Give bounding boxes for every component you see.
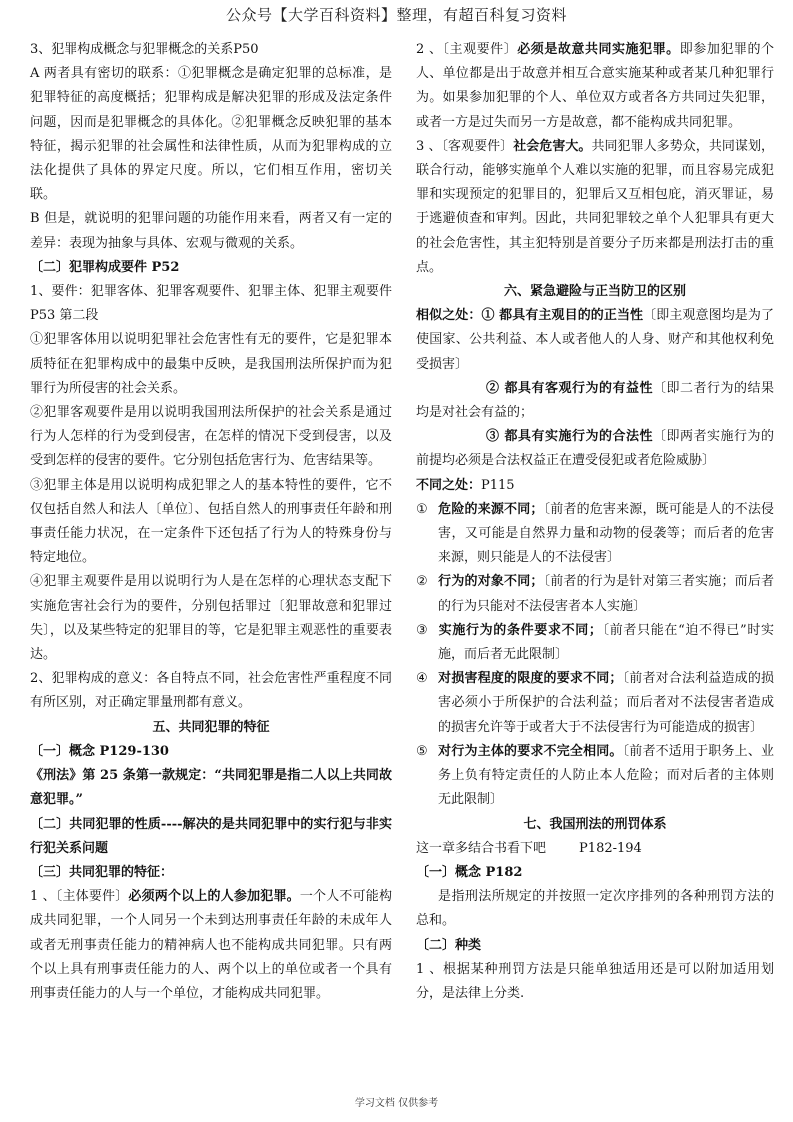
paragraph: 1、要件：犯罪客体、犯罪客观要件、犯罪主体、犯罪主观要件 P53 第二段 (30, 284, 392, 324)
section-heading: 〔二〕种类 (416, 937, 482, 953)
similarity-item (416, 425, 774, 473)
page-ref: P115 (481, 477, 515, 493)
difference-item (416, 570, 774, 618)
difference-item (416, 740, 774, 813)
item-bold: 对损害程度的限度的要求不同； (438, 671, 623, 687)
item-text: 〔前者的危害来源，既可能是人的不法侵害，又可能是自然界力量和动物的侵袭等；而后者的危害来源，则只能是人的不法侵害〕 (438, 501, 774, 566)
item-bold: 行为的对象不同； (438, 574, 544, 590)
item-bold: 对行为主体的要求不完全相同。 (438, 743, 623, 759)
paragraph: ④犯罪主观要件是用以说明行为人是在怎样的心理状态支配下实施危害社会行为的要件，分别包括罪过〔犯罪故意和犯罪过失〕，以及某些特定的犯罪目的等，它是犯罪主观恶性的重要表达。 (30, 574, 392, 663)
item-label: 相似之处： (416, 308, 482, 324)
item-number: 3 、〔客观要件〕 (416, 138, 514, 154)
paragraph: ②犯罪客观要件是用以说明我国刑法所保护的社会关系是通过行为人怎样的行为受到侵害，在怎样的情况下受到侵害，以及受到怎样的侵害的要件。它分别包括危害行为、危害结果等。 (30, 405, 392, 469)
paragraph: 1 、根据某种刑罚方法是只能单独适用还是可以附加适用划分，是法律上分类. (416, 961, 774, 1001)
similarity-item (416, 304, 774, 377)
paragraph: B 但是，就说明的犯罪问题的功能作用来看，两者又有一定的差异：表现为抽象与具体、宏观与微观的关系。 (30, 211, 392, 251)
paragraph: 是指刑法所规定的并按照一定次序排列的各种刑罚方法的总和。 (416, 889, 774, 929)
right-column (416, 38, 774, 1006)
difference-item (416, 619, 774, 667)
section-title: 3、犯罪构成概念与犯罪概念的关系P50 (30, 42, 259, 57)
chapter-heading: 六、紧急避险与正当防卫的区别 (503, 284, 686, 300)
difference-item (416, 667, 774, 740)
item-number: ③ (416, 622, 428, 638)
page-footer: 学习文档 仅供参考 (354, 1098, 439, 1109)
chapter-heading: 七、我国刑法的刑罚体系 (523, 816, 667, 832)
item-number: ④ (416, 671, 428, 687)
item-text: 一个人不可能构成共同犯罪，一个人同另一个未到达刑事责任年龄的未成年人或者无刑事责任能力的精神病人也不能构成共同犯罪。只有两个以上具有刑事责任能力的人、两个以上的单位或者一个具有刑事责任能力的人与一个单位，才能构成共同犯罪。 (30, 889, 392, 1001)
item-bold: ③ 都具有实施行为的合法性 (486, 429, 653, 445)
item-text: 〔前者对合法利益造成的损害必须小于所保护的合法利益；而后者对不法侵害者造成的损害允许等于或者大于不法侵害行为可能造成的损害〕 (438, 671, 774, 735)
item-bold: 必须两个以上的人参加犯罪。 (128, 889, 300, 905)
item-bold: 社会危害大。 (513, 138, 592, 154)
item-number: ① (416, 501, 428, 517)
item-text: 即参加犯罪的个人、单位都是出于故意并相互合意实施某种或者某几种犯罪行为。如果参加犯罪的个人、单位双方或者各方共同过失犯罪，或者一方是过失而另一方是故意，都不能构成共同犯罪。 (416, 42, 774, 130)
section-heading: 〔一〕概念 P182 (416, 864, 523, 880)
item-bold: 必须是故意共同实施犯罪。 (517, 42, 680, 57)
item-number: 1 、〔主体要件〕 (30, 889, 129, 905)
item-number: ② (416, 574, 428, 590)
paragraph: ③犯罪主体是用以说明构成犯罪之人的基本特性的要件，它不仅包括自然人和法人〔单位〕、包括自然人的刑事责任年龄和刑事责任能力状况，在一定条件下还包括了行为人的特殊身份与特定地位。 (30, 477, 392, 566)
page-header: 公众号【大学百科资料】整理，有超百科复习资料 (225, 6, 567, 24)
item-text: 〔前者只能在“迫不得已”时实施，而后者无此限制〕 (438, 622, 774, 663)
item-bold: 危险的来源不同； (438, 501, 544, 517)
item-text: 〔前者的行为是针对第三者实施；而后者的行为只能对不法侵害者本人实施〕 (438, 574, 774, 614)
feature-item (30, 885, 392, 1006)
item-text: 〔即二者行为的结果均是对社会有益的； (416, 380, 774, 421)
law-quote: 《刑法》第 25 条第一款规定：“共同犯罪是指二人以上共同故意犯罪。” (30, 768, 392, 808)
item-text: 共同犯罪人多势众，共同谋划，联合行动，能够实施单个人难以实施的犯罪，而且容易完成犯罪和实现预定的犯罪目的，犯罪后又互相包庇，消灭罪证，易于逃避侦查和审判。因此，共同犯罪较之单个人犯罪具有更大的社会危害性，其主犯特别是首要分子历来都是刑法打击的重点。 (416, 138, 774, 275)
difference-item (416, 498, 774, 571)
left-column (30, 38, 392, 1006)
item-text: 〔前者不适用于职务上、业务上负有特定责任的人防止本人危险；而对后者的主体则无此限制〕 (438, 743, 774, 808)
item-number: ⑤ (416, 743, 428, 759)
paragraph: 2、犯罪构成的意义：各自特点不同，社会危害性严重程度不同有所区别，对正确定罪量刑都有意义。 (30, 671, 392, 711)
item-bold: ① 都具有主观目的的正当性 (481, 308, 644, 324)
item-label: 不同之处： (416, 477, 482, 493)
section-heading: 〔二〕共同犯罪的性质----解决的是共同犯罪中的实行犯与非实行犯关系问题 (30, 816, 392, 856)
section-heading: 〔三〕共同犯罪的特征： (30, 864, 174, 880)
feature-item (416, 135, 774, 280)
item-number: 2 、〔主观要件〕 (416, 42, 518, 57)
item-text: 〔即两者实施行为的前提均必须是合法权益正在遭受侵犯或者危险威胁〕 (416, 429, 774, 469)
item-bold: 实施行为的条件要求不同； (438, 622, 602, 638)
paragraph: ①犯罪客体用以说明犯罪社会危害性有无的要件，它是犯罪本质特征在犯罪构成中的最集中反映，是我国刑法所保护而为犯罪行为所侵害的社会关系。 (30, 332, 392, 396)
paragraph: 这一章多结合书看下吧 P182-194 (416, 840, 642, 856)
similarity-item (416, 377, 774, 425)
difference-label (416, 474, 774, 498)
item-bold: ② 都具有客观行为的有益性 (486, 380, 653, 396)
section-heading: 〔二〕犯罪构成要件 P52 (30, 259, 180, 275)
chapter-heading: 五、共同犯罪的特征 (152, 719, 270, 735)
item-text: 〔即主观意图均是为了使国家、公共利益、本人或者他人的人身、财产和其他权利免受损害〕 (416, 308, 774, 372)
paragraph: A 两者具有密切的联系：①犯罪概念是确定犯罪的总标准，是犯罪特征的高度概括；犯罪构成是解决犯罪的形成及法定条件问题，因而是犯罪概念的具体化。②犯罪概念反映犯罪的基本特征，揭示犯罪的社会属性和法律性质，从而为犯罪构成的立法化提供了具体的界定尺度。所以，它们相互作用，密切关联。 (30, 66, 392, 203)
section-heading: 〔一〕概念 P129-130 (30, 743, 169, 759)
feature-item (416, 38, 774, 135)
